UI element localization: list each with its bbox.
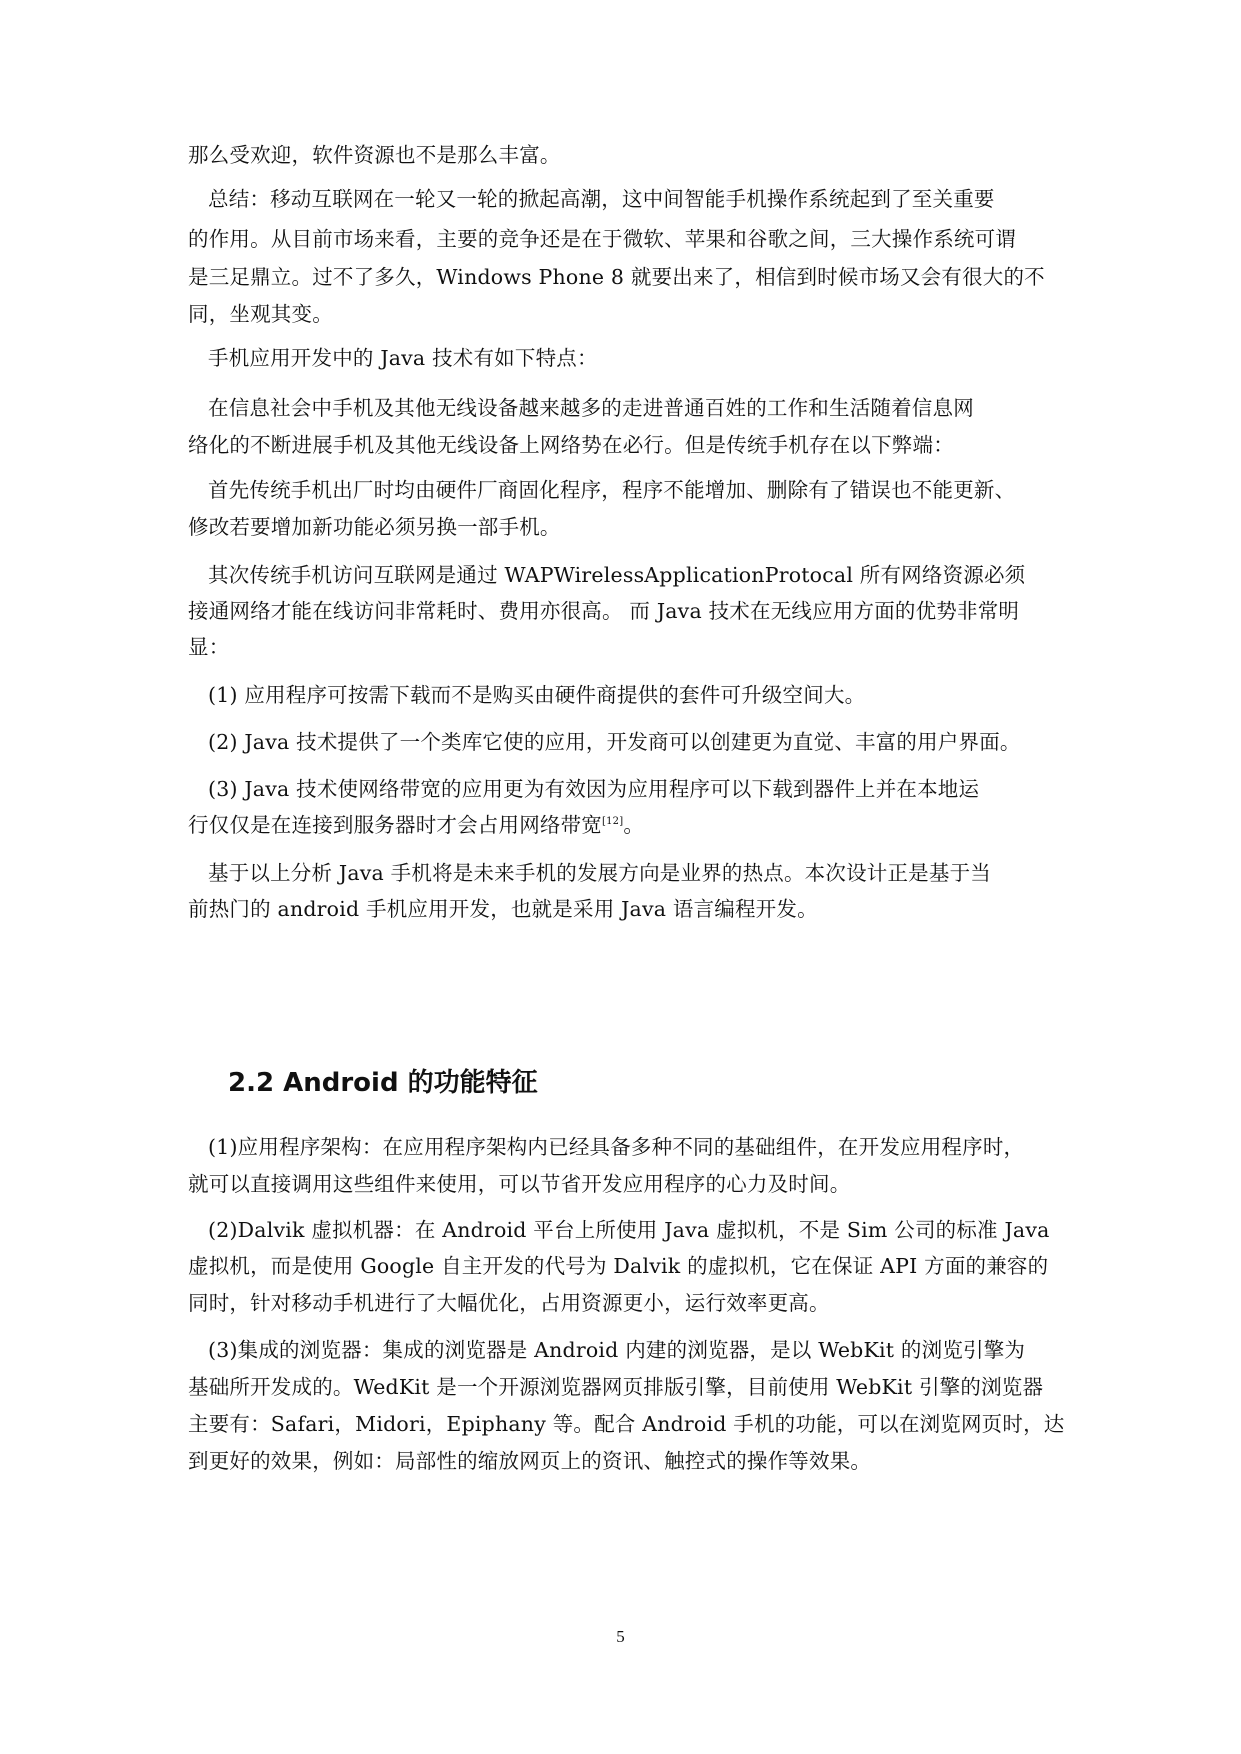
text-line: 同，坐观其变。 xyxy=(188,302,333,326)
text-line: 接通网络才能在线访问非常耗时、费用亦很高。 而 Java 技术在无线应用方面的优势非常明 xyxy=(188,599,1020,623)
citation-superscript: [12] xyxy=(602,816,624,828)
text-line: 首先传统手机出厂时均由硬件厂商固化程序，程序不能增加、删除有了错误也不能更新、 xyxy=(208,478,1016,502)
text-line: 到更好的效果，例如：局部性的缩放网页上的资讯、触控式的操作等效果。 xyxy=(188,1449,872,1473)
list-item: (1)应用程序架构：在应用程序架构内已经具备多种不同的基础组件，在开发应用程序时， xyxy=(208,1135,1025,1159)
list-item: (1) 应用程序可按需下载而不是购买由硬件商提供的套件可升级空间大。 xyxy=(208,683,866,707)
text-line: 主要有：Safari，Midori，Epiphany 等。配合 Android 手机的功能，可以在浏览网页时，达 xyxy=(188,1412,1065,1436)
text-line: 就可以直接调用这些组件来使用，可以节省开发应用程序的心力及时间。 xyxy=(188,1172,851,1196)
text-line: 那么受欢迎，软件资源也不是那么丰富。 xyxy=(188,143,561,167)
page-number: 5 xyxy=(616,1627,625,1646)
section-heading: 2.2 Android 的功能特征 xyxy=(228,1068,538,1098)
text-line: 总结：移动互联网在一轮又一轮的掀起高潮，这中间智能手机操作系统起到了至关重要 xyxy=(208,187,995,211)
text-line: 虚拟机，而是使用 Google 自主开发的代号为 Dalvik 的虚拟机，它在保证 API 方面的兼容的 xyxy=(188,1254,1049,1278)
line-text: 行仅仅是在连接到服务器时才会占用网络带宽 xyxy=(188,813,602,837)
list-item: (2)Dalvik 虚拟机器：在 Android 平台上所使用 Java 虚拟机，不是 Sim 公司的标准 Java xyxy=(208,1218,1050,1242)
text-line: 是三足鼎立。过不了多久，Windows Phone 8 就要出来了，相信到时候市场又会有很大的不 xyxy=(188,265,1045,289)
text-line: 显： xyxy=(188,635,230,659)
text-line: 基于以上分析 Java 手机将是未来手机的发展方向是业界的热点。本次设计正是基于当 xyxy=(208,861,991,885)
text-line: 基础所开发成的。WedKit 是一个开源浏览器网页排版引擎，目前使用 WebKit 引擎的浏览器 xyxy=(188,1375,1044,1399)
text-line: 手机应用开发中的 Java 技术有如下特点： xyxy=(208,346,598,370)
list-item: (3)集成的浏览器：集成的浏览器是 Android 内建的浏览器，是以 WebKit 的浏览引擎为 xyxy=(208,1338,1026,1362)
text-line: 的作用。从目前市场来看，主要的竞争还是在于微软、苹果和谷歌之间，三大操作系统可谓 xyxy=(188,227,1016,251)
list-item: (2) Java 技术提供了一个类库它使的应用，开发商可以创建更为直觉、丰富的用户界面。 xyxy=(208,730,1021,754)
text-line: 其次传统手机访问互联网是通过 WAPWirelessApplicationProtocal 所有网络资源必须 xyxy=(208,563,1026,587)
list-item: (3) Java 技术使网络带宽的应用更为有效因为应用程序可以下载到器件上并在本地运 xyxy=(208,777,980,801)
text-line: 修改若要增加新功能必须另换一部手机。 xyxy=(188,515,561,539)
text-line: 在信息社会中手机及其他无线设备越来越多的走进普通百姓的工作和生活随着信息网 xyxy=(208,396,974,420)
line-text: 。 xyxy=(623,813,645,837)
text-line: 同时，针对移动手机进行了大幅优化，占用资源更小，运行效率更高。 xyxy=(188,1291,830,1315)
text-line: 前热门的 android 手机应用开发，也就是采用 Java 语言编程开发。 xyxy=(188,897,818,921)
text-line: 络化的不断进展手机及其他无线设备上网络势在必行。但是传统手机存在以下弊端： xyxy=(188,433,954,457)
text-line xyxy=(188,812,644,838)
